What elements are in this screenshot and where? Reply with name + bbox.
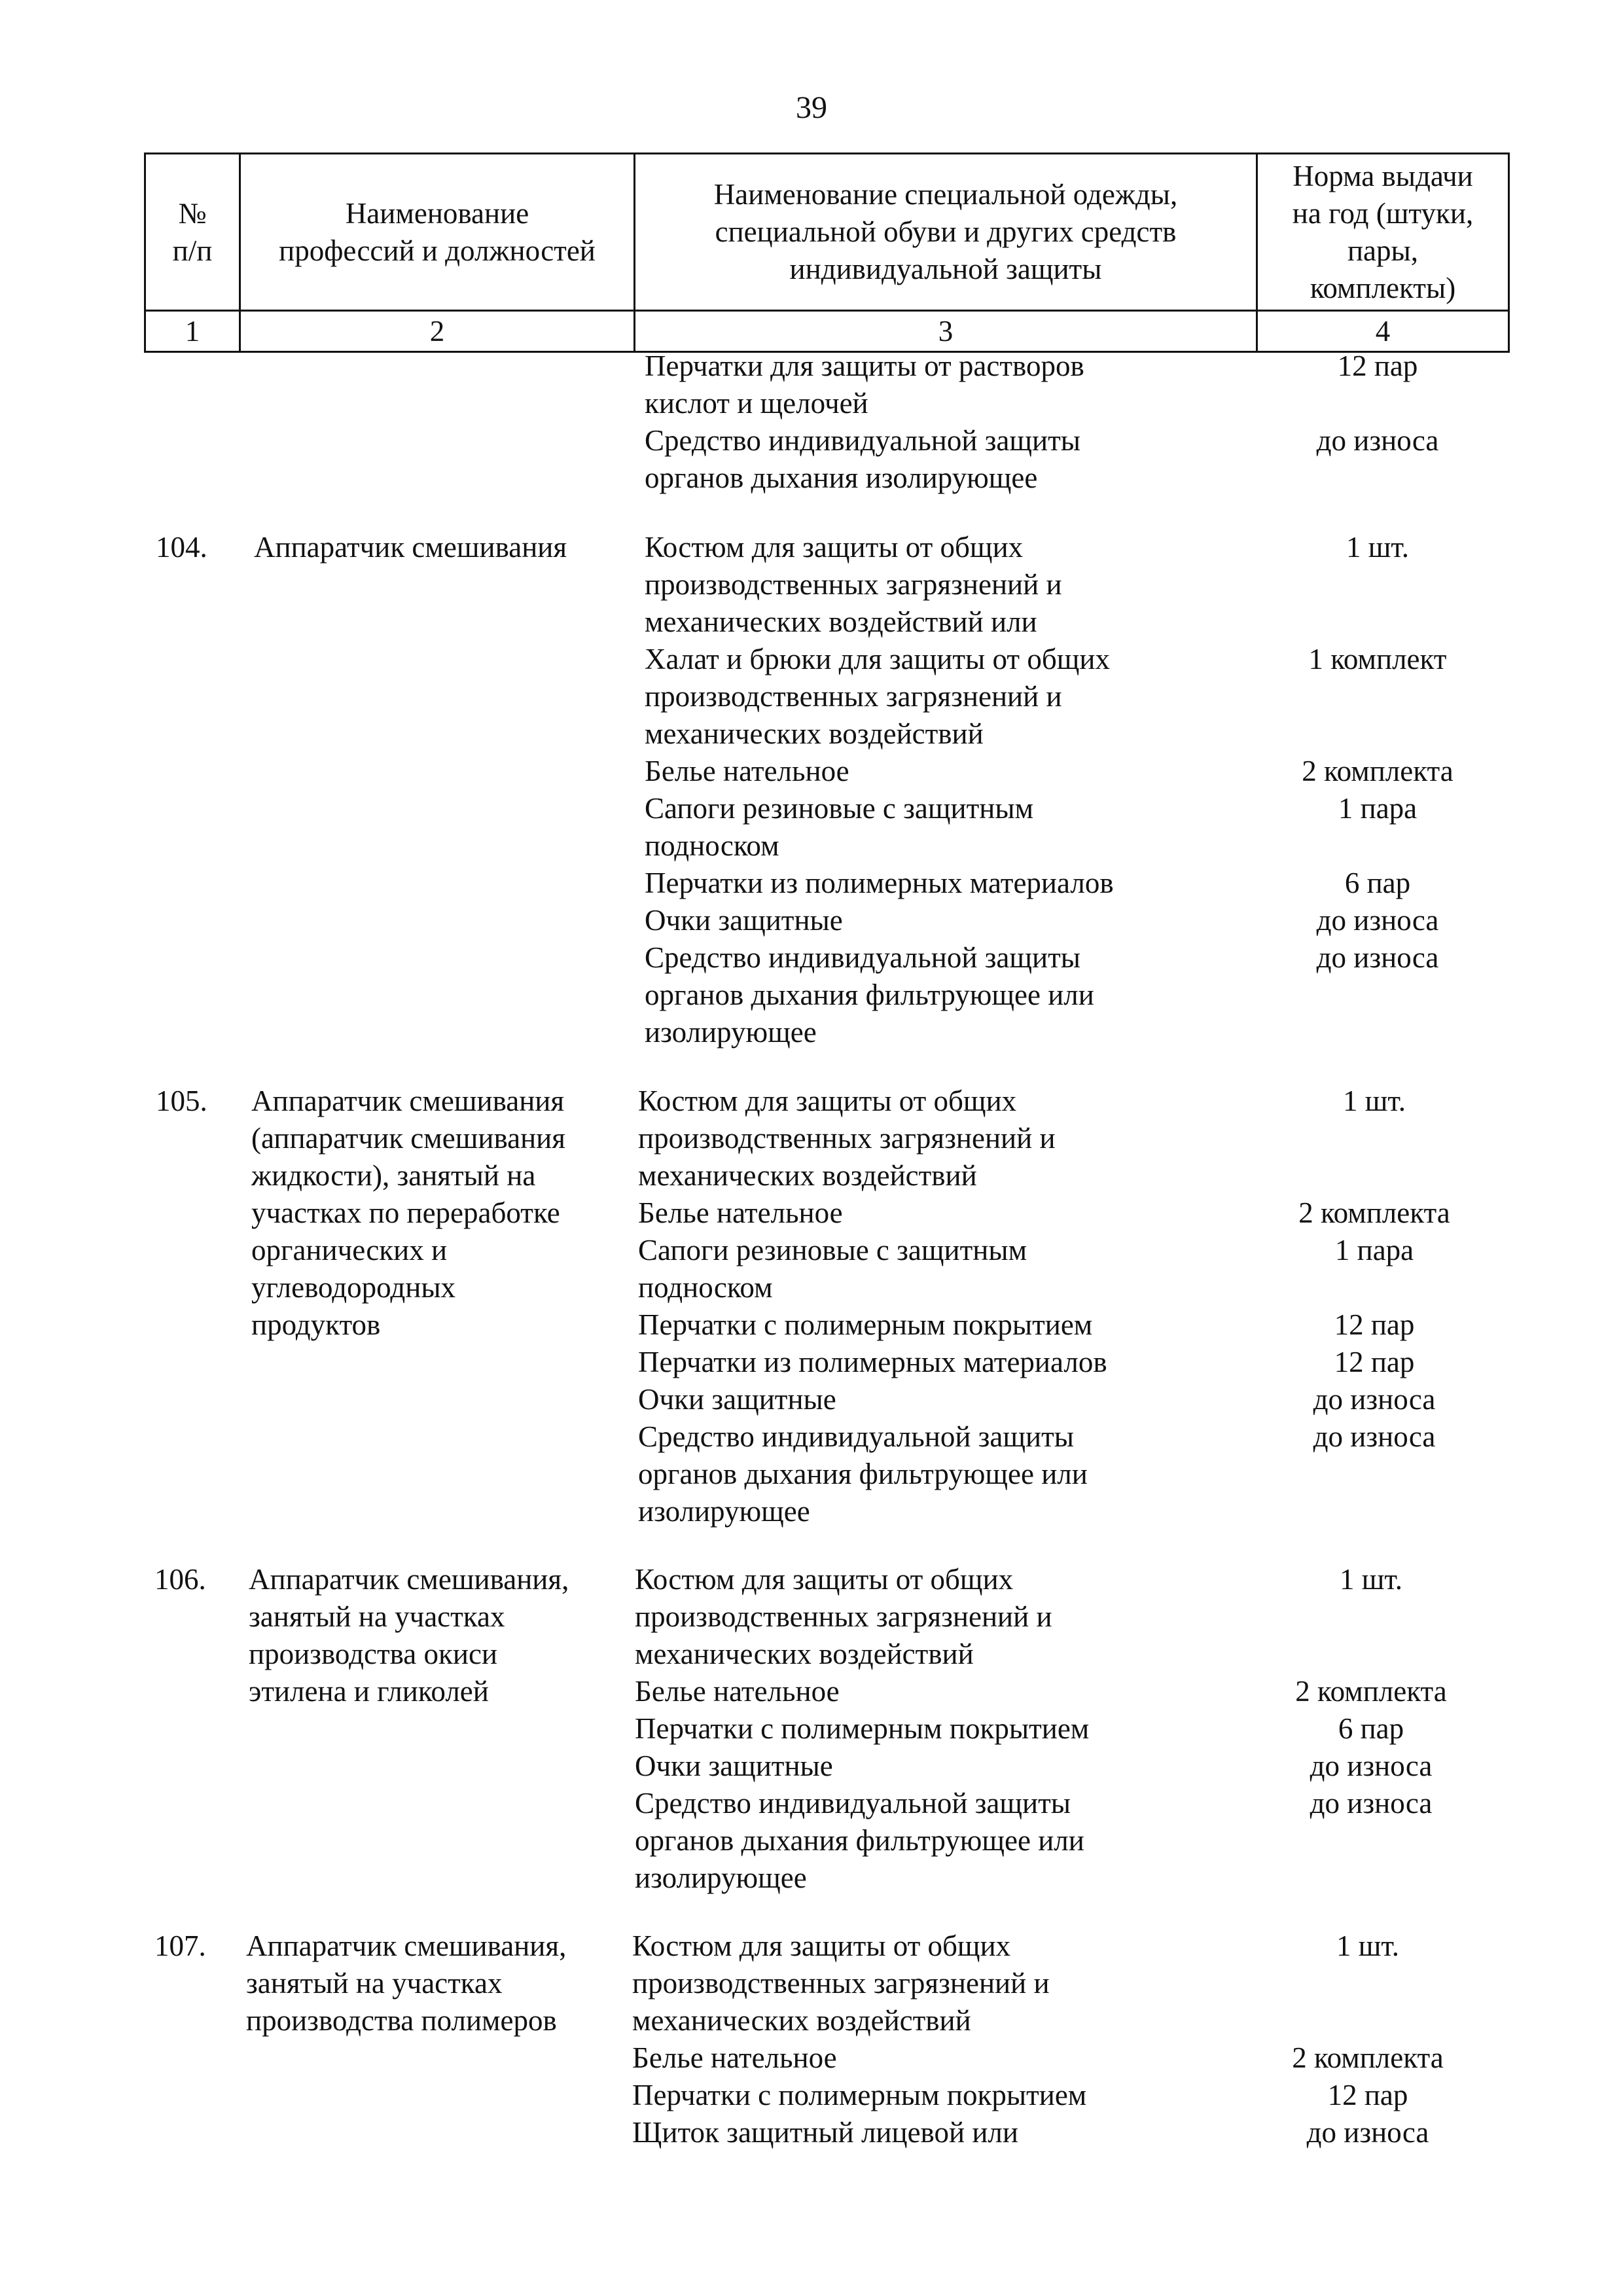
norm-value: 12 пар [1334,1346,1415,1378]
norm-value: до износа [1313,1420,1436,1453]
norm-value: 1 шт. [1340,1563,1402,1596]
norm-value: 2 комплекта [1295,1675,1447,1708]
equipment-line: механических воздействий [638,1159,977,1192]
header-col-index: 4 [1257,311,1509,352]
equipment-line: Костюм для защиты от общих [635,1563,1014,1596]
header-col-profession [240,154,635,311]
header-col-equipment [635,154,1257,311]
profession-line: Аппаратчик смешивания, [246,1929,567,1962]
page-number: 39 [796,90,827,125]
profession-line: Аппаратчик смешивания [251,1085,565,1117]
header-col-profession-line: Наименование [345,196,529,230]
equipment-line: подноском [638,1271,773,1304]
equipment-line: Сапоги резиновые с защитным [638,1234,1027,1266]
norm-value: 2 комплекта [1292,2041,1444,2074]
equipment-line: Очки защитные [638,1383,836,1416]
equipment-line: Очки защитные [645,904,843,937]
norm-value: 1 комплект [1308,643,1447,675]
header-col-equipment-line: специальной обуви и других средств [715,215,1177,248]
header-col-number-line: п/п [172,234,213,267]
profession-line: производства полимеров [246,2004,557,2037]
equipment-line: Щиток защитный лицевой или [632,2116,1018,2149]
norm-value: 1 пара [1338,792,1418,825]
equipment-line: Средство индивидуальной защиты [638,1420,1075,1453]
equipment-line: Костюм для защиты от общих [645,531,1024,564]
profession-line: занятый на участках [249,1600,505,1633]
equipment-line: Белье нательное [635,1675,840,1708]
norm-value: до износа [1310,1787,1433,1820]
equipment-line: Белье нательное [632,2041,837,2074]
norm-value: 6 пар [1338,1712,1404,1745]
norm-value: 12 пар [1327,2079,1408,2111]
norm-value: 1 шт. [1343,1085,1406,1117]
header-col-index: 2 [240,311,635,352]
equipment-line: Белье нательное [645,755,849,787]
equipment-line: органов дыхания фильтрующее или [635,1824,1084,1857]
norm-value: 1 пара [1334,1234,1414,1266]
entry-number: 105. [156,1085,207,1117]
equipment-line: Средство индивидуальной защиты [645,941,1081,974]
profession-line: этилена и гликолей [249,1675,489,1708]
norm-value: 1 шт. [1346,531,1409,564]
equipment-line: Перчатки с полимерным покрытием [638,1308,1093,1341]
header-col-norm [1257,154,1509,311]
equipment-line: органов дыхания фильтрующее или [645,978,1094,1011]
profession-line: органических и [251,1234,448,1266]
profession-line: производства окиси [249,1638,497,1670]
norm-value: 1 шт. [1336,1929,1399,1962]
equipment-line: производственных загрязнений и [632,1967,1050,2000]
equipment-line: Халат и брюки для защиты от общих [645,643,1110,675]
norm-value: до износа [1316,904,1439,937]
norm-value: до износа [1306,2116,1429,2149]
norm-value: 2 комплекта [1298,1196,1450,1229]
equipment-line: изолирующее [635,1861,807,1894]
equipment-line: Средство индивидуальной защиты [645,424,1081,457]
equipment-line: Перчатки с полимерным покрытием [632,2079,1087,2111]
header-col-norm-line: пары, [1347,234,1419,267]
norm-value: до износа [1310,1749,1433,1782]
equipment-line: кислот и щелочей [645,387,868,420]
equipment-line: производственных загрязнений и [645,568,1062,601]
equipment-line: механических воздействий [635,1638,974,1670]
profession-line: углеводородных [251,1271,456,1304]
equipment-line: органов дыхания изолирующее [645,461,1038,494]
equipment-line: механических воздействий [645,717,984,750]
equipment-line: изолирующее [645,1016,817,1049]
equipment-line: механических воздействий или [645,605,1037,638]
profession-line: (аппаратчик смешивания [251,1122,565,1155]
equipment-line: производственных загрязнений и [638,1122,1056,1155]
norm-value: 12 пар [1334,1308,1415,1341]
header-col-index: 3 [635,311,1257,352]
equipment-line: Перчатки с полимерным покрытием [635,1712,1090,1745]
norm-value: 12 пар [1337,350,1418,382]
header-col-norm-line: на год (штуки, [1292,196,1474,230]
profession-line: участках по переработке [251,1196,560,1229]
table-header [144,152,1510,353]
equipment-line: Костюм для защиты от общих [632,1929,1011,1962]
header-col-profession-line: профессий и должностей [279,234,596,267]
entry-number: 107. [154,1929,206,1962]
header-col-equipment-line: индивидуальной защиты [789,253,1102,285]
norm-value: до износа [1313,1383,1436,1416]
norm-value: 2 комплекта [1302,755,1454,787]
equipment-line: органов дыхания фильтрующее или [638,1458,1088,1490]
header-col-norm-line: комплекты) [1310,271,1456,304]
norm-value: до износа [1316,424,1439,457]
equipment-line: механических воздействий [632,2004,971,2037]
header-col-index: 1 [145,311,240,352]
equipment-line: Перчатки из полимерных материалов [645,867,1114,899]
equipment-line: Белье нательное [638,1196,843,1229]
equipment-line: Перчатки для защиты от растворов [645,350,1084,382]
equipment-line: Очки защитные [635,1749,833,1782]
equipment-line: производственных загрязнений и [645,680,1062,713]
equipment-line: подноском [645,829,779,862]
profession-line: жидкости), занятый на [251,1159,536,1192]
equipment-line: Средство индивидуальной защиты [635,1787,1071,1820]
entry-number: 106. [154,1563,206,1596]
header-col-number [145,154,240,311]
equipment-line: производственных загрязнений и [635,1600,1052,1633]
equipment-line: изолирующее [638,1495,810,1528]
profession-line: занятый на участках [246,1967,503,2000]
equipment-line: Костюм для защиты от общих [638,1085,1017,1117]
header-col-number-line: № [178,196,207,230]
norm-value: 6 пар [1344,867,1411,899]
profession-line: Аппаратчик смешивания [254,531,567,564]
entry-number: 104. [156,531,207,564]
profession-line: продуктов [251,1308,381,1341]
profession-line: Аппаратчик смешивания, [249,1563,569,1596]
norm-value: до износа [1316,941,1439,974]
equipment-line: Перчатки из полимерных материалов [638,1346,1107,1378]
header-col-norm-line: Норма выдачи [1293,159,1473,192]
header-col-equipment-line: Наименование специальной одежды, [713,178,1178,211]
equipment-line: Сапоги резиновые с защитным [645,792,1034,825]
